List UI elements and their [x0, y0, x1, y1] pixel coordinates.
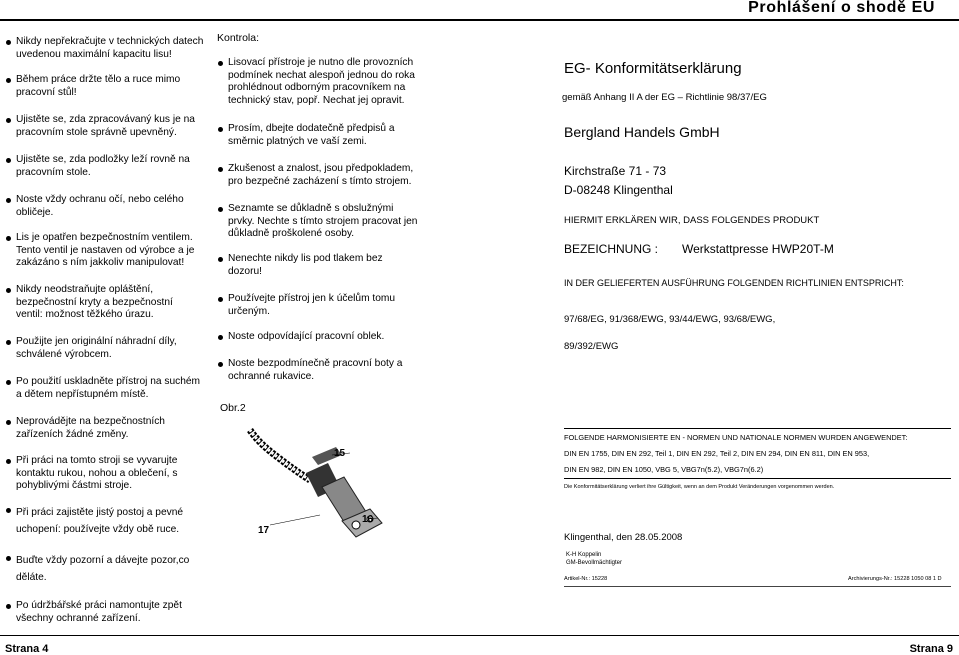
list-item: Nikdy neodstraňujte opláštění, bezpečnostní kryty a bezpečnostní ventil: možnost těžkého úrazu. [5, 284, 196, 322]
list-item: Po použití uskladněte přístroj na suchém a dětem nepřístupném místě. [5, 376, 204, 401]
list-item: Použijte jen originální náhradní díly, schválené výrobcem. [5, 336, 196, 361]
place-date: Klingenthal, den 28.05.2008 [564, 532, 683, 543]
list-item: Seznamte se důkladně s obslužnými prvky. Nechte s tímto strojem pracovat jen důkladně proškolené osoby. [217, 203, 418, 241]
company-name: Bergland Handels GmbH [564, 124, 720, 140]
press-tool-figure [240, 425, 410, 540]
list-item: Prosím, dbejte dodatečně předpisů a směrnic platných ve vaší zemi. [217, 123, 418, 148]
figure-label: Obr.2 [220, 402, 246, 414]
header-rule [0, 19, 959, 21]
callout-15: 15 [334, 448, 346, 459]
list-item: Zkušenost a znalost, jsou předpokladem, pro bezpečné zacházení s tímto strojem. [217, 163, 424, 188]
declaration-statement: HIERMIT ERKLÄREN WIR, DASS FOLGENDES PRODUKT [564, 215, 820, 226]
standards-rule-bottom [564, 478, 951, 479]
list-item: Lisovací přístroje je nutno dle provozních podmínek nechat alespoň jednou do roka prohlédnout odborným pracovníkem na technický stav, popř. Nechat jej opravit. [217, 57, 424, 107]
list-item: Nenechte nikdy lis pod tlakem bez dozoru! [217, 253, 414, 278]
section-heading: Kontrola: [217, 32, 260, 44]
directives-line-2: 89/392/EWG [564, 341, 619, 352]
list-item: Noste odpovídající pracovní oblek. [217, 331, 424, 344]
list-item: Používejte přístroj jen k účelům tomu určeným. [217, 293, 418, 318]
archive-number: Archivierungs-Nr.: 15228 1050 08 1 D [848, 576, 942, 582]
footer-rule [0, 635, 959, 636]
list-item: Při práci zajistěte jistý postoj a pevné uchopení: používejte vždy obě ruce. [5, 504, 196, 538]
page-title: Prohlášení o shodě EU [748, 0, 935, 16]
callout-17: 17 [258, 525, 270, 536]
directives-line-1: 97/68/EG, 91/368/EWG, 93/44/EWG, 93/68/EWG, [564, 314, 776, 325]
list-item: Ujistěte se, zda podložky leží rovně na pracovním stole. [5, 154, 204, 179]
list-item: Buďte vždy pozorní a dávejte pozor,co děláte. [5, 552, 196, 586]
declaration-title: EG- Konformitätserklärung [564, 60, 742, 77]
validity-note: Die Konformitätserklärung verliert ihre Gültigkeit, wenn an dem Produkt Veränderungen vorgenommen werden. [564, 484, 835, 490]
standards-heading: FOLGENDE HARMONISIERTE EN - NORMEN UND NATIONALE NORMEN WURDEN ANGEWENDET: [564, 433, 908, 442]
page-number-left: Strana 4 [5, 643, 49, 655]
page-number-right: Strana 9 [909, 643, 953, 655]
company-city: D-08248 Klingenthal [564, 183, 673, 197]
list-item: Při práci na tomto stroji se vyvarujte kontaktu rukou, nohou a oblečení, s pohyblivými částmi stroje. [5, 455, 204, 493]
declaration-bottom-rule [564, 586, 951, 587]
standards-rule [564, 428, 951, 429]
standards-line-1: DIN EN 1755, DIN EN 292, Teil 1, DIN EN 292, Teil 2, DIN EN 294, DIN EN 811, DIN EN 953, [564, 449, 870, 458]
declaration-subtitle: gemäß Anhang II A der EG – Richtlinie 98/37/EG [562, 92, 767, 103]
list-item: Po údržbářské práci namontujte zpět všechny ochranné zařízení. [5, 600, 196, 625]
list-item: Noste bezpodmínečně pracovní boty a ochranné rukavice. [217, 358, 418, 383]
article-number: Artikel-Nr.: 15228 [564, 576, 608, 582]
designation-value: Werkstattpresse HWP20T-M [682, 242, 834, 256]
designation-label: BEZEICHNUNG : [564, 242, 659, 256]
signer-name: K-H Koppelin [566, 552, 602, 558]
list-item: Ujistěte se, zda zpracovávaný kus je na pracovním stole správně upevněný. [5, 114, 204, 139]
list-item: Během práce držte tělo a ruce mimo pracovní stůl! [5, 74, 204, 99]
standards-line-2: DIN EN 982, DIN EN 1050, VBG 5, VBG7n(5.2), VBG7n(6.2) [564, 465, 764, 474]
signer-role: GM-Bevollmächtigter [566, 560, 623, 566]
delivered-statement: IN DER GELIEFERTEN AUSFÜHRUNG FOLGENDEN RICHTLINIEN ENTSPRICHT: [564, 278, 904, 288]
company-street: Kirchstraße 71 - 73 [564, 164, 667, 178]
callout-16: 16 [362, 514, 374, 525]
list-item: Nikdy nepřekračujte v technických datech uvedenou maximální kapacitu lisu! [5, 36, 204, 61]
list-item: Lis je opatřen bezpečnostním ventilem. Tento ventil je nastaven od výrobce a je zakázáno s ním jakkoliv manipulovat! [5, 232, 204, 270]
list-item: Neprovádějte na bezpečnostních zařízeních žádné změny. [5, 416, 196, 441]
list-item: Noste vždy ochranu očí, nebo celého obličeje. [5, 194, 196, 219]
